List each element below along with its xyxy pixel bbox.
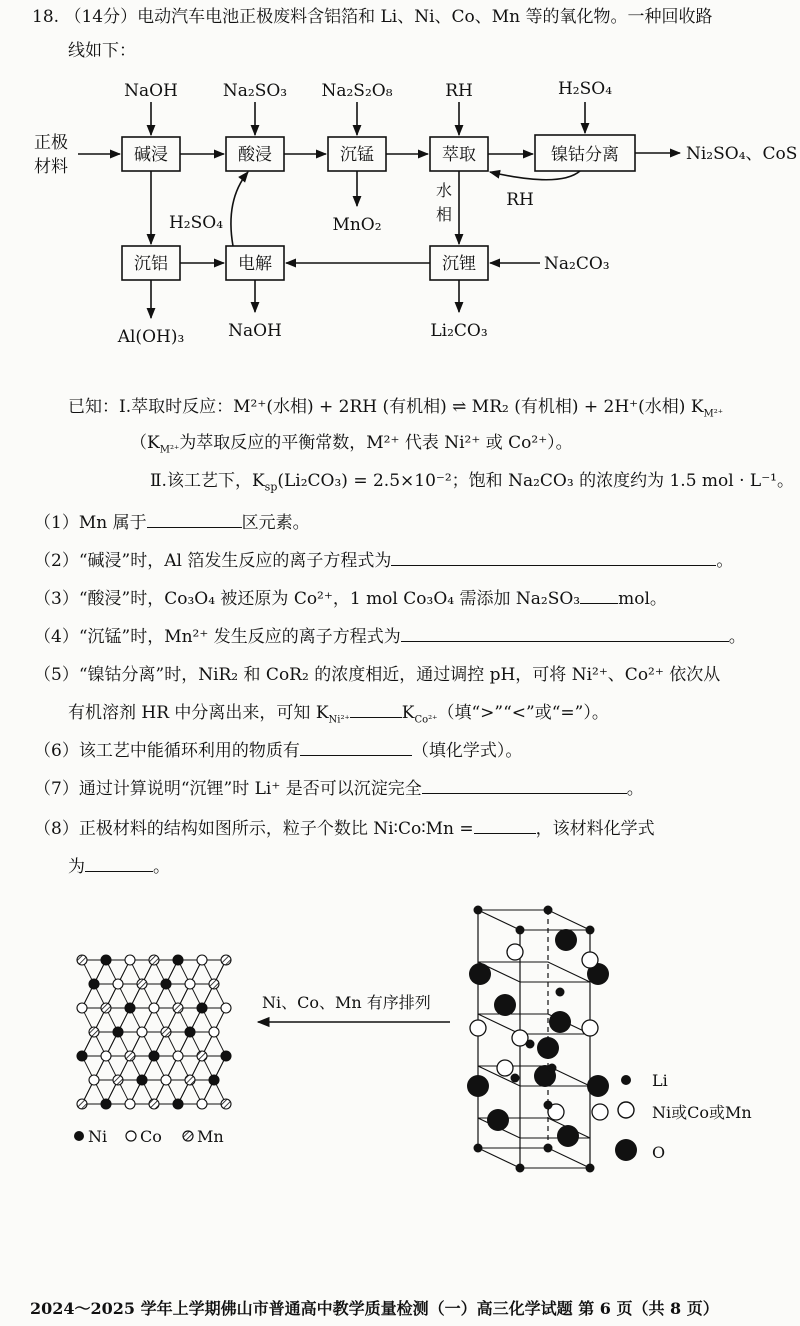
cell-atom-li <box>511 1074 520 1083</box>
subq-6-end: （填化学式）。 <box>411 741 523 761</box>
lattice-atom-co <box>197 955 207 965</box>
aqueous-label-2: 相 <box>436 205 453 224</box>
known-line-3-text: Ⅱ.该工艺下，K <box>150 471 265 491</box>
box-li-label: 沉锂 <box>442 254 476 274</box>
known-line-2 <box>130 428 573 455</box>
reagent-rh-recycle: RH <box>506 190 534 210</box>
answer-blank-3[interactable] <box>580 587 618 604</box>
lattice-atom-mn <box>149 955 159 965</box>
cell-atom-li <box>474 906 483 915</box>
cell-atom-li <box>526 1040 535 1049</box>
reagent-h2so4-top: H₂SO₄ <box>557 79 613 99</box>
lattice-atom-mn <box>161 1027 171 1037</box>
cell-atom-tm <box>470 1020 486 1036</box>
cell-atom-li <box>544 1144 553 1153</box>
subq-1-text: （1）Mn 属于 <box>34 513 147 533</box>
lattice-atom-mn <box>89 1027 99 1037</box>
known-line-3 <box>150 466 794 493</box>
subq-5-k-co: K <box>401 703 415 723</box>
cell-layer-plane <box>478 1148 590 1168</box>
lattice-atom-ni <box>173 1099 183 1109</box>
lattice-atom-co <box>173 1051 183 1061</box>
cell-atom-li <box>586 926 595 935</box>
cell-atom-o <box>467 1075 489 1097</box>
subq-8-mid: ，该材料化学式 <box>535 819 655 839</box>
feed-label-2: 材料 <box>34 157 68 177</box>
subq-5-sub-ni: Ni²⁺ <box>328 714 350 726</box>
lattice-atom-mn <box>77 1099 87 1109</box>
product-mno2: MnO₂ <box>332 215 382 235</box>
box-nico-label: 镍钴分离 <box>551 145 619 165</box>
subq-8-end: 。 <box>153 857 170 877</box>
layer-lattice <box>77 955 231 1109</box>
subq-8 <box>34 814 655 839</box>
known-line-2-rest: 为萃取反应的平衡常数，M²⁺ 代表 Ni²⁺ 或 Co²⁺）。 <box>179 433 573 453</box>
lattice-atom-co <box>125 955 135 965</box>
box-mn-label: 沉锰 <box>340 145 374 165</box>
cell-atom-o <box>469 963 491 985</box>
subq-6 <box>34 736 522 761</box>
known-line-2-sub: M²⁺ <box>159 444 180 456</box>
subq-2 <box>34 546 733 571</box>
lattice-atom-ni <box>89 979 99 989</box>
cell-atom-o <box>557 1125 579 1147</box>
legend-ni: Ni <box>88 1127 108 1146</box>
question-intro-cont: 线如下： <box>68 41 136 61</box>
subq-2-text: （2）“碱浸”时，Al 箔发生反应的离子方程式为 <box>34 551 392 571</box>
legend-li-icon <box>621 1075 631 1085</box>
subq-3 <box>34 584 667 609</box>
aqueous-label-1: 水 <box>436 181 453 200</box>
box-elec-label: 电解 <box>238 254 272 274</box>
cell-atom-o <box>537 1037 559 1059</box>
subq-8-cont-text: 为 <box>68 857 85 877</box>
legend-o-icon <box>615 1139 637 1161</box>
lattice-atom-ni <box>113 1027 123 1037</box>
cell-atom-tm <box>592 1104 608 1120</box>
cell-atom-o <box>555 929 577 951</box>
lattice-atom-ni <box>77 1051 87 1061</box>
subq-8-cont <box>68 852 170 877</box>
cell-atom-li <box>544 1101 553 1110</box>
cell-layer-plane <box>478 962 590 982</box>
lattice-atom-mn <box>101 1003 111 1013</box>
subq-7-end: 。 <box>626 779 644 799</box>
reagent-naoh: NaOH <box>124 81 178 101</box>
answer-blank-6[interactable] <box>300 739 412 756</box>
lattice-atom-co <box>161 1075 171 1085</box>
answer-blank-4[interactable] <box>401 625 729 642</box>
known-line-3-rest: (Li₂CO₃) = 2.5×10⁻²；饱和 Na₂CO₃ 的浓度约为 1.5 mol · L⁻¹。 <box>277 471 794 491</box>
subq-7 <box>34 774 644 799</box>
subq-4 <box>34 622 746 647</box>
unit-cell <box>467 906 609 1173</box>
lattice-atom-mn <box>137 979 147 989</box>
subq-5 <box>34 660 720 685</box>
lattice-atom-mn <box>185 1075 195 1085</box>
lattice-atom-ni <box>125 1003 135 1013</box>
lattice-atom-mn <box>77 955 87 965</box>
cell-atom-tm <box>582 952 598 968</box>
cell-atom-o <box>549 1011 571 1033</box>
lattice-atom-mn <box>197 1051 207 1061</box>
answer-blank-8b[interactable] <box>85 855 153 872</box>
known-line-1-sub: M²⁺ <box>703 408 724 420</box>
legend-tm-icon <box>618 1102 634 1118</box>
cell-atom-li <box>544 906 553 915</box>
lattice-atom-mn <box>173 1003 183 1013</box>
legend-ni-icon <box>74 1131 84 1141</box>
product-sulfates: Ni₂SO₄、CoS <box>686 144 798 164</box>
lattice-atom-mn <box>113 1075 123 1085</box>
legend-mn: Mn <box>197 1127 224 1146</box>
cell-layer-plane <box>478 1014 590 1034</box>
subq-3-text: （3）“酸浸”时，Co₃O₄ 被还原为 Co²⁺，1 mol Co₃O₄ 需添加 Na₂SO₃ <box>34 589 581 609</box>
feed-label-1: 正极 <box>34 133 68 153</box>
cell-atom-tm <box>497 1060 513 1076</box>
cell-atom-tm <box>582 1020 598 1036</box>
lattice-atom-ni <box>101 955 111 965</box>
process-flow-diagram <box>0 60 800 360</box>
lattice-atom-co <box>125 1099 135 1109</box>
lattice-atom-co <box>113 979 123 989</box>
ordering-arrow-label: Ni、Co、Mn 有序排列 <box>262 993 431 1012</box>
known-line-2-text: （K <box>130 433 160 453</box>
lattice-atom-ni <box>173 955 183 965</box>
question-intro: 18. （14分）电动汽车电池正极废料含铝箔和 Li、Ni、Co、Mn 等的氧化物。一种回收路 <box>32 7 713 27</box>
known-line-1-text: 已知：Ⅰ.萃取时反应：M²⁺(水相) + 2RH (有机相) ⇌ MR₂ (有机相) + 2H⁺(水相) K <box>68 397 704 417</box>
lattice-atom-co <box>197 1099 207 1109</box>
lattice-atom-co <box>101 1051 111 1061</box>
lattice-atom-co <box>149 1003 159 1013</box>
legend-li: Li <box>652 1071 668 1090</box>
structure-figure <box>0 890 800 1190</box>
subq-5-text: （5）“镍钴分离”时，NiR₂ 和 CoR₂ 的浓度相近，通过调控 pH，可将 Ni²⁺、Co²⁺ 依次从 <box>34 665 721 685</box>
subq-4-text: （4）“沉锰”时，Mn²⁺ 发生反应的离子方程式为 <box>34 627 401 647</box>
product-aloh3: Al(OH)₃ <box>117 327 185 347</box>
cell-atom-li <box>516 1164 525 1173</box>
box-al-label: 沉铝 <box>134 254 168 274</box>
subq-6-text: （6）该工艺中能循环利用的物质有 <box>34 741 300 761</box>
answer-blank-5[interactable] <box>350 701 402 718</box>
answer-blank-7[interactable] <box>422 777 627 794</box>
subq-5-cont-text: 有机溶剂 HR 中分离出来，可知 K <box>68 703 329 723</box>
lattice-atom-mn <box>221 1099 231 1109</box>
subq-1 <box>34 508 310 533</box>
lattice-atom-co <box>77 1003 87 1013</box>
subq-1-end: 区元素。 <box>241 513 310 533</box>
known-line-3-sub: sp <box>264 480 278 494</box>
reagent-h2so4-loop: H₂SO₄ <box>168 213 224 233</box>
reagent-na2so3: Na₂SO₃ <box>222 81 288 101</box>
reagent-na2co3: Na₂CO₃ <box>544 254 610 274</box>
box-extract-label: 萃取 <box>442 145 476 165</box>
legend-tm: Ni或Co或Mn <box>652 1103 752 1122</box>
lattice-atom-mn <box>125 1051 135 1061</box>
cell-atom-o <box>494 994 516 1016</box>
lattice-atom-ni <box>137 1075 147 1085</box>
product-li2co3: Li₂CO₃ <box>430 321 488 341</box>
answer-blank-2[interactable] <box>391 549 716 566</box>
lattice-atom-ni <box>197 1003 207 1013</box>
cell-atom-li <box>586 1164 595 1173</box>
lattice-atom-ni <box>149 1051 159 1061</box>
lattice-atom-mn <box>149 1099 159 1109</box>
box-acid-label: 酸浸 <box>238 145 272 165</box>
lattice-atom-ni <box>161 979 171 989</box>
answer-blank-1[interactable] <box>147 511 242 528</box>
subq-2-end: 。 <box>716 551 734 571</box>
lattice-atom-ni <box>185 1027 195 1037</box>
cell-atom-tm <box>507 944 523 960</box>
cell-atom-li <box>556 988 565 997</box>
legend-co: Co <box>140 1127 162 1146</box>
lattice-atom-mn <box>221 955 231 965</box>
subq-3-end: mol。 <box>618 589 667 609</box>
lattice-atom-co <box>89 1075 99 1085</box>
lattice-atom-co <box>185 979 195 989</box>
page-footer: 2024～2025 学年上学期佛山市普通高中教学质量检测（一）高三化学试题 第 6 页（共 8 页） <box>30 1299 719 1318</box>
legend-mn-icon <box>183 1131 193 1141</box>
cell-atom-li <box>548 1064 557 1073</box>
subq-4-end: 。 <box>728 627 746 647</box>
product-naoh: NaOH <box>228 321 282 341</box>
lattice-atom-ni <box>101 1099 111 1109</box>
lattice-atom-ni <box>209 1075 219 1085</box>
lattice-atom-mn <box>209 979 219 989</box>
subq-7-text: （7）通过计算说明“沉锂”时 Li⁺ 是否可以沉淀完全 <box>34 779 422 799</box>
lattice-atom-co <box>221 1003 231 1013</box>
answer-blank-8a[interactable] <box>474 817 536 834</box>
lattice-atom-ni <box>221 1051 231 1061</box>
subq-5-end: （填“>”“<”或“=”）。 <box>437 703 609 723</box>
box-alkali-label: 碱浸 <box>134 145 168 165</box>
cell-atom-li <box>474 1144 483 1153</box>
cell-atom-li <box>516 926 525 935</box>
subq-5-sub-co: Co²⁺ <box>414 714 438 726</box>
subq-8-text: （8）正极材料的结构如图所示，粒子个数比 Ni∶Co∶Mn = <box>34 819 474 839</box>
cell-layer-plane <box>478 910 590 930</box>
lattice-atom-co <box>209 1027 219 1037</box>
legend-co-icon <box>126 1131 136 1141</box>
legend-o: O <box>652 1143 666 1162</box>
reagent-rh: RH <box>445 81 473 101</box>
cell-atom-o <box>487 1109 509 1131</box>
known-line-1 <box>68 392 723 419</box>
subq-5-cont <box>68 698 609 725</box>
lattice-atom-co <box>137 1027 147 1037</box>
reagent-na2s2o8: Na₂S₂O₈ <box>321 81 393 101</box>
cell-atom-o <box>587 1075 609 1097</box>
